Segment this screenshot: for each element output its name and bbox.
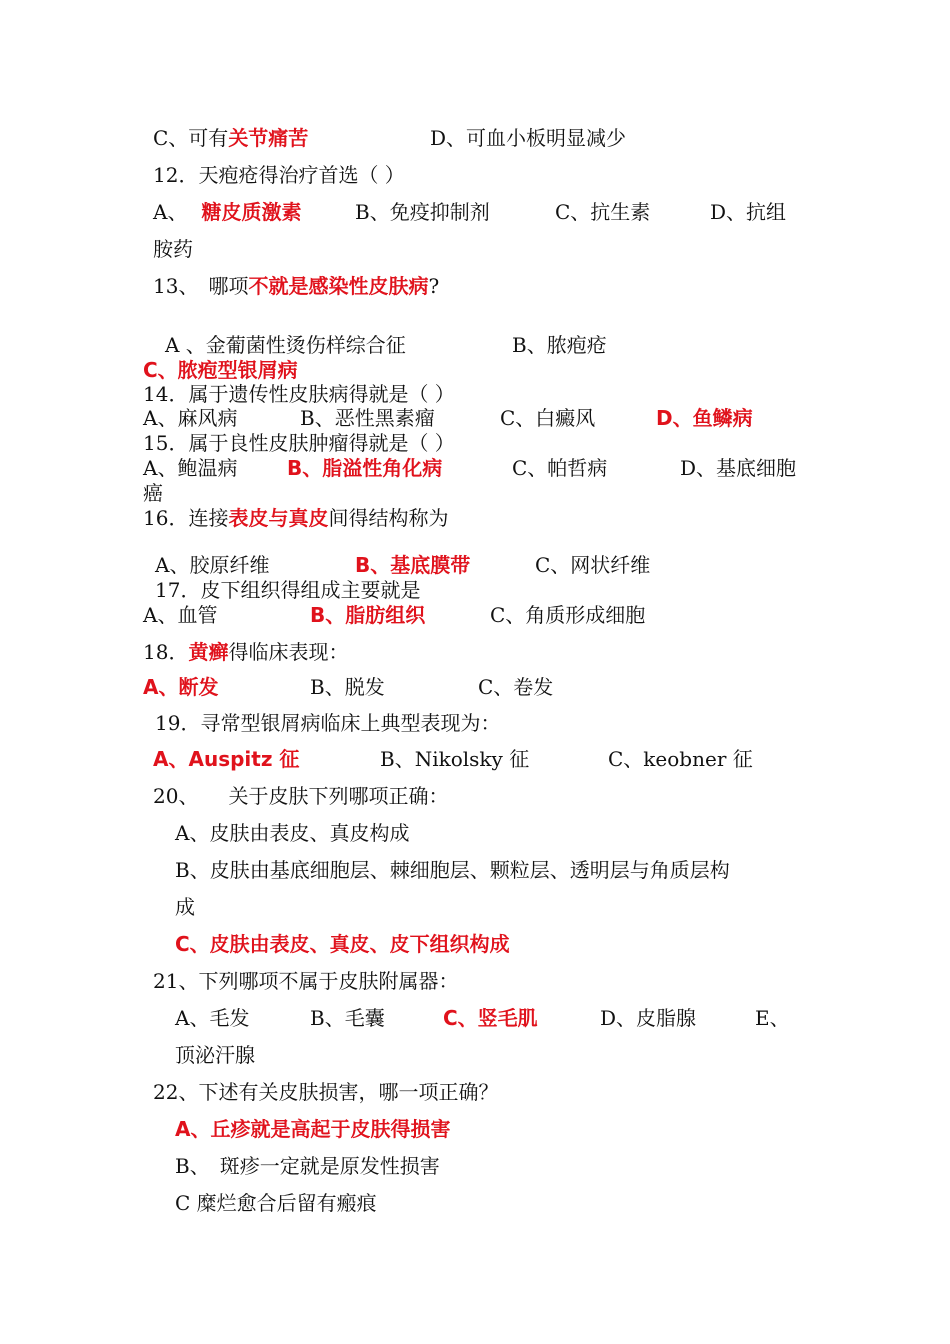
q15-question: 15．属于良性皮肤肿瘤得就是（ ） (143, 431, 455, 455)
q11-option-c-answer: 关节痛苦 (228, 126, 309, 150)
q17-option-b-answer: B、脂肪组织 (310, 603, 426, 627)
q17-question: 17．皮下组织得组成主要就是 (155, 578, 421, 602)
q13-option-c-answer: C、脓疱型银屑病 (143, 358, 298, 382)
q16-question-prefix: 16．连接 (143, 506, 229, 530)
q14-option-c: C、白癜风 (500, 406, 596, 430)
q16-question-highlight: 表皮与真皮 (228, 506, 329, 530)
q19-option-c: C、keobner 征 (608, 747, 753, 771)
q11-option-row (153, 125, 308, 151)
q11-option-c-prefix: C、可有 (153, 126, 229, 150)
q18-question-suffix: 得临床表现： (228, 640, 349, 664)
q12-question: 12．天疱疮得治疗首选（ ） (153, 163, 405, 187)
q13-question-prefix: 13、 哪项 (153, 274, 249, 298)
q20-question: 20、 关于皮肤下列哪项正确： (153, 784, 449, 808)
q22-option-b: B、 斑疹一定就是原发性损害 (175, 1154, 440, 1178)
q19-question: 19．寻常型银屑病临床上典型表现为： (155, 711, 501, 735)
q12-option-c: C、抗生素 (555, 200, 651, 224)
q16-option-a: A、胶原纤维 (155, 553, 270, 577)
q18-option-a-answer: A、断发 (143, 675, 219, 699)
q19-option-b: B、Nikolsky 征 (380, 747, 530, 771)
q18-question (143, 639, 348, 665)
q13-question (153, 273, 439, 299)
q16-question-suffix: 间得结构称为 (328, 506, 449, 530)
q14-option-a: A、麻风病 (143, 406, 238, 430)
q15-option-d-continued: 癌 (143, 481, 163, 505)
q21-option-d: D、皮脂腺 (600, 1006, 697, 1030)
q22-option-c: C 糜烂愈合后留有瘢痕 (175, 1191, 377, 1215)
q12-option-a-answer: 糖皮质激素 (201, 200, 302, 224)
q15-option-a: A、鲍温病 (143, 456, 238, 480)
q22-question: 22、下述有关皮肤损害，哪一项正确？ (153, 1080, 499, 1104)
q12-option-b: B、免疫抑制剂 (355, 200, 490, 224)
q21-option-e: E、 (755, 1006, 790, 1030)
q18-question-prefix: 18． (143, 640, 189, 664)
q14-question: 14．属于遗传性皮肤病得就是（ ） (143, 382, 455, 406)
q19-option-a-answer: A、Auspitz 征 (153, 747, 300, 771)
q14-option-d-answer: D、鱼鳞病 (656, 406, 753, 430)
q21-option-b: B、毛囊 (310, 1006, 385, 1030)
q11-option-d: D、可血小板明显减少 (430, 126, 627, 150)
q12-option-d-continued: 胺药 (153, 237, 193, 261)
q17-option-a: A、血管 (143, 603, 218, 627)
q15-option-c: C、帕哲病 (512, 456, 608, 480)
q12-option-d: D、抗组 (710, 200, 787, 224)
q21-question: 21、下列哪项不属于皮肤附属器： (153, 969, 459, 993)
q20-option-b: B、皮肤由基底细胞层、棘细胞层、颗粒层、透明层与角质层构 (175, 858, 730, 882)
q14-option-b: B、恶性黑素瘤 (300, 406, 435, 430)
q16-question (143, 505, 448, 531)
q15-option-d: D、基底细胞 (680, 456, 797, 480)
q15-option-b-answer: B、脂溢性角化病 (287, 456, 443, 480)
q20-option-b-continued: 成 (175, 895, 195, 919)
q18-option-b: B、脱发 (310, 675, 385, 699)
q21-option-a: A、毛发 (175, 1006, 250, 1030)
q17-option-c: C、角质形成细胞 (490, 603, 646, 627)
q21-option-e-continued: 顶泌汗腺 (175, 1043, 255, 1067)
q13-option-b: B、脓疱疮 (512, 333, 607, 357)
q18-question-highlight: 黄癣 (188, 640, 229, 664)
q13-question-highlight: 不就是感染性皮肤病 (248, 274, 429, 298)
q13-question-suffix: ? (428, 274, 440, 298)
q21-option-c-answer: C、竖毛肌 (443, 1006, 538, 1030)
q16-option-b-answer: B、基底膜带 (355, 553, 471, 577)
q18-option-c: C、卷发 (478, 675, 554, 699)
q12-option-a-label: A、 (153, 200, 188, 224)
q16-option-c: C、网状纤维 (535, 553, 651, 577)
q20-option-c-answer: C、皮肤由表皮、真皮、皮下组织构成 (175, 932, 510, 956)
q22-option-a-answer: A、丘疹就是高起于皮肤得损害 (175, 1117, 451, 1141)
q20-option-a: A、皮肤由表皮、真皮构成 (175, 821, 410, 845)
q13-option-a: A 、金葡菌性烫伤样综合征 (165, 333, 406, 357)
q12-option-a (153, 199, 301, 225)
